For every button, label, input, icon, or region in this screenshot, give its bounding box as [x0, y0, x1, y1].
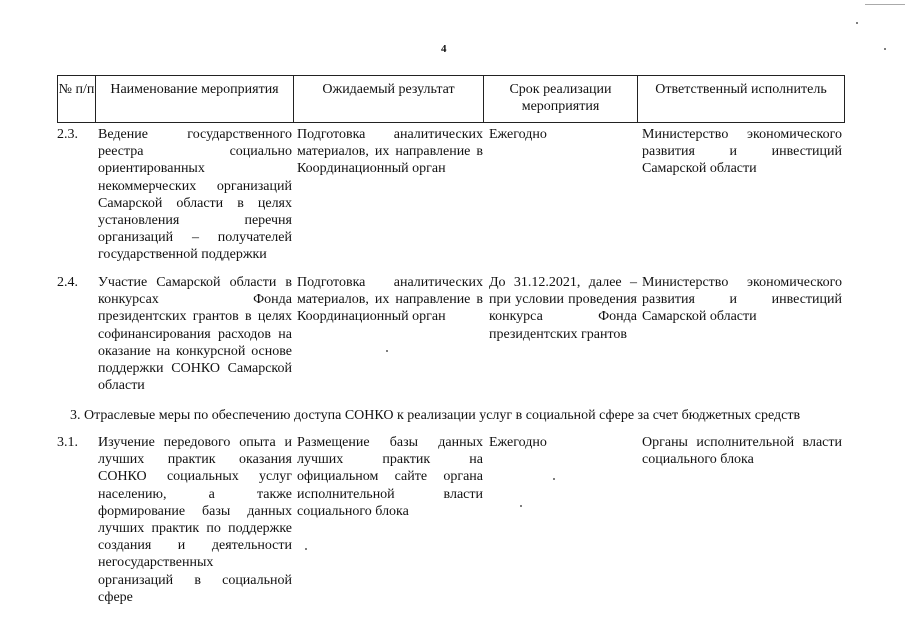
row-3-1-executor: Органы исполнительной власти социального блока: [642, 435, 842, 468]
scan-speck: [305, 548, 307, 550]
row-2-3-number: 2.3.: [57, 127, 78, 142]
row-3-1-term: Ежегодно: [489, 435, 547, 450]
scan-speck: [386, 350, 388, 352]
section-3-title: 3. Отраслевые меры по обеспечению доступа СОНКО к реализации услуг в социальной сфере за счет бюджетных средств: [70, 408, 801, 423]
row-3-1-number: 3.1.: [57, 435, 78, 450]
scan-edge-line: [865, 4, 905, 5]
header-expected-result: Ожидаемый результат: [294, 76, 484, 122]
row-2-3-result: Подготовка аналитических материалов, их направление в Координационный орган: [297, 127, 483, 177]
scan-speck: [520, 505, 522, 507]
row-2-3-executor: Министерство экономического развития и инвестиций Самарской области: [642, 127, 842, 177]
scan-speck: [553, 478, 555, 480]
row-2-4-name: Участие Самарской области в конкурсах Фонда президентских грантов в целях софинансирования расходов на оказание на конкурсной основе поддержки СОНКО Самарской области: [98, 275, 292, 394]
row-2-3-name: Ведение государственного реестра социально ориентированных некоммерческих организаций Самарской области в целях установления перечня организаций – получателей государственной поддержки: [98, 127, 292, 263]
header-number: № п/п: [58, 76, 96, 122]
scan-speck: [884, 48, 886, 50]
row-2-4-result: Подготовка аналитических материалов, их направление в Координационный орган: [297, 275, 483, 325]
header-term: Срок реализации мероприятия: [484, 76, 638, 122]
scan-speck: [856, 22, 858, 24]
table-header: [57, 75, 845, 123]
row-2-3-term: Ежегодно: [489, 127, 547, 142]
row-2-4-number: 2.4.: [57, 275, 78, 290]
row-2-4-term: До 31.12.2021, далее – при условии проведения конкурса Фонда президентских грантов: [489, 275, 637, 342]
page-number: 4: [441, 43, 447, 55]
row-3-1-name: Изучение передового опыта и лучших практик оказания СОНКО социальных услуг населению, а также формирование базы данных лучших практик по поддержке создания и деятельности негосударственных организаций в социальной сфере: [98, 435, 292, 605]
header-event-name: Наименование мероприятия: [96, 76, 294, 122]
row-3-1-result: Размещение базы данных лучших практик на официальном сайте органа исполнительной власти социального блока: [297, 435, 483, 519]
header-executor: Ответственный исполнитель: [655, 82, 827, 97]
row-2-4-executor: Министерство экономического развития и инвестиций Самарской области: [642, 275, 842, 325]
